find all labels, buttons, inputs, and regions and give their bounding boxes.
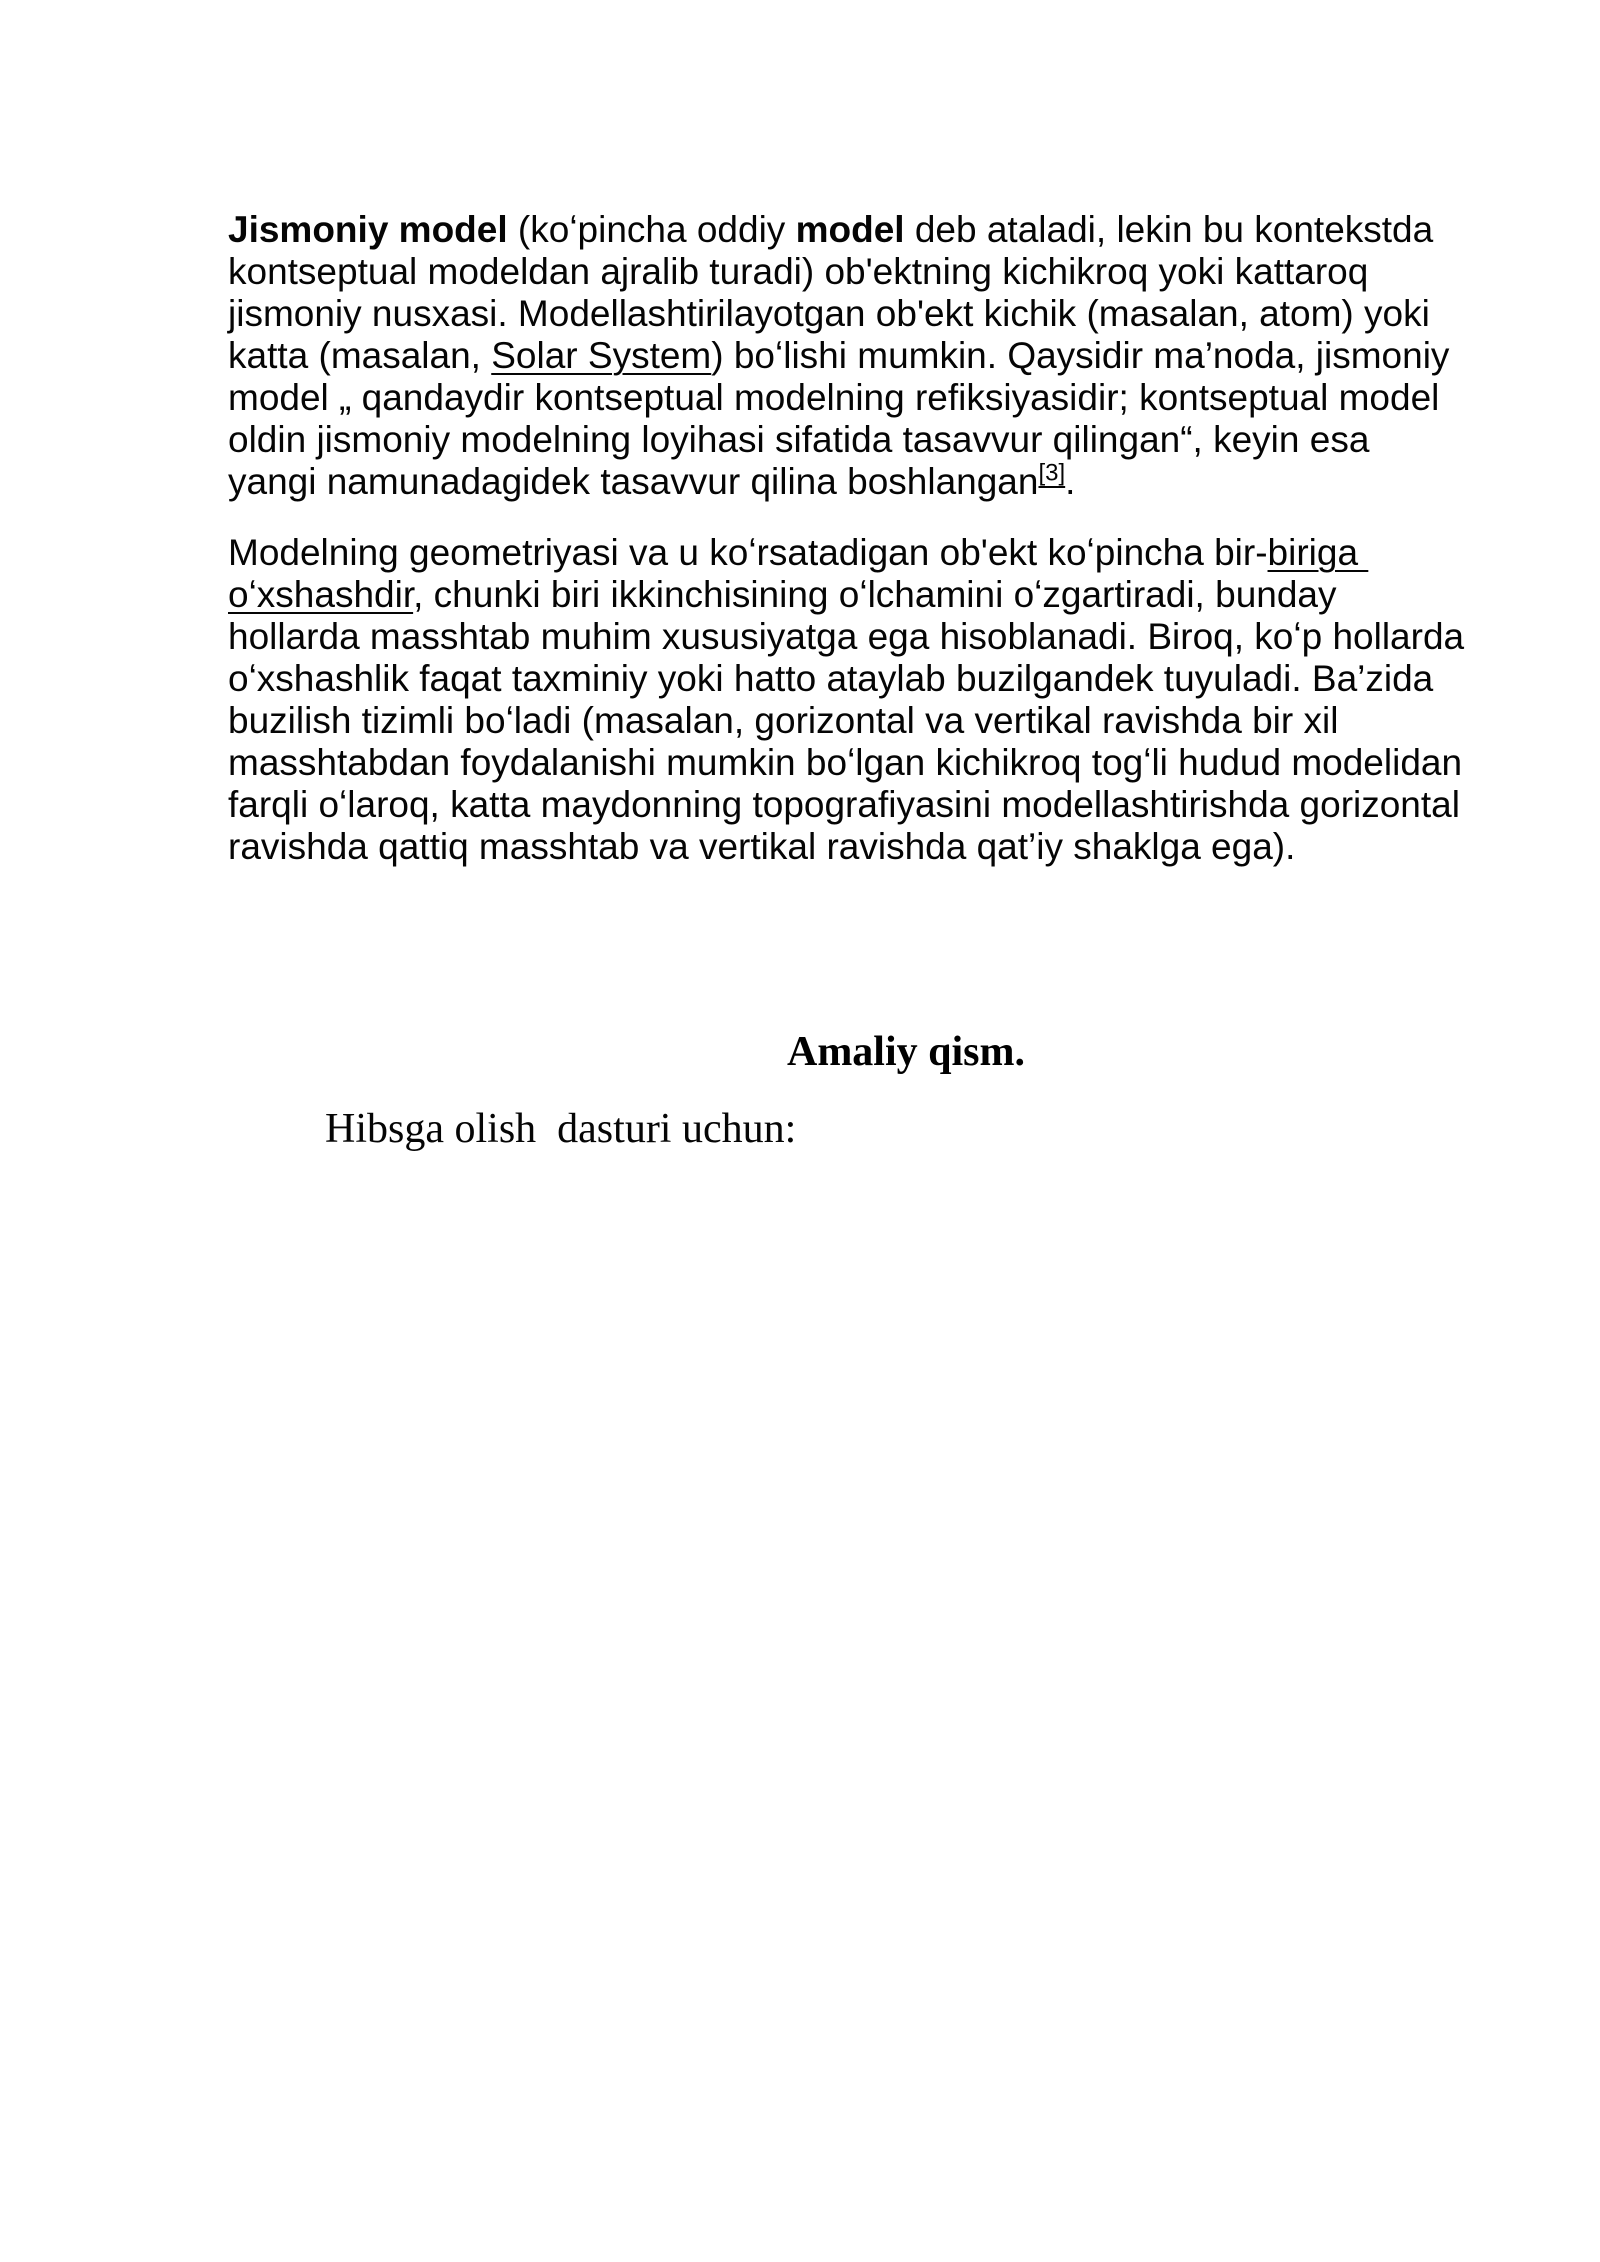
text-run: oʻxshashlik faqat taxminiy yoki hatto ataylab buzilgandek tuyuladi. Ba’zida [228, 658, 1434, 699]
text-line [228, 293, 1528, 335]
caption-line: Hibsga olish dasturi uchun: [325, 1106, 797, 1152]
text-line [228, 377, 1528, 419]
text-run: katta (masalan, [228, 335, 492, 376]
text-line [228, 532, 1528, 574]
link-oxshashdir[interactable]: oʻxshashdir [228, 574, 414, 615]
text-line [228, 251, 1528, 293]
text-run: ravishda qattiq masshtab va vertikal ravishda qat’iy shaklga ega). [228, 826, 1296, 867]
text-run: ) boʻlishi mumkin. Qaysidir ma’noda, jismoniy [711, 335, 1450, 376]
term-jismoniy-model: Jismoniy model [228, 209, 508, 250]
text-run: oldin jismoniy modelning loyihasi sifatida tasavvur qilingan“, keyin esa [228, 419, 1370, 460]
text-line [228, 335, 1528, 377]
text-line [228, 700, 1528, 742]
text-run: (koʻpincha oddiy [507, 209, 796, 250]
text-line [228, 616, 1528, 658]
text-line [228, 574, 1528, 616]
text-line [228, 658, 1528, 700]
text-run: farqli oʻlaroq, katta maydonning topografiyasini modellashtirishda gorizontal [228, 784, 1460, 825]
link-biriga[interactable]: biriga [1267, 532, 1369, 573]
text-line [228, 826, 1528, 868]
term-model: model [795, 209, 905, 250]
text-run: hollarda masshtab muhim xususiyatga ega hisoblanadi. Biroq, koʻp hollarda [228, 616, 1465, 657]
intro-paragraph [228, 209, 1528, 503]
text-run: model „ qandaydir kontseptual modelning refiksiyasidir; kontseptual model [228, 377, 1440, 418]
footnote-ref-3[interactable]: [3] [1038, 459, 1066, 487]
section-heading: Amaliy qism. [786, 1029, 1025, 1075]
text-line [228, 419, 1528, 461]
link-solar-system[interactable]: Solar System [491, 335, 712, 376]
text-run: , chunki biri ikkinchisining oʻlchamini oʻzgartiradi, bunday [413, 574, 1337, 615]
text-run: kontseptual modeldan ajralib turadi) ob'ektning kichikroq yoki kattaroq [228, 251, 1369, 292]
text-run: masshtabdan foydalanishi mumkin boʻlgan kichikroq togʻli hudud modelidan [228, 742, 1463, 783]
text-run: Modelning geometriyasi va u koʻrsatadigan ob'ekt koʻpincha bir- [228, 532, 1268, 573]
text-run: buzilish tizimli boʻladi (masalan, gorizontal va vertikal ravishda bir xil [228, 700, 1339, 741]
text-line [228, 209, 1528, 251]
similarity-paragraph [228, 532, 1528, 868]
text-run: yangi namunadagidek tasavvur qilina boshlangan [228, 461, 1039, 502]
text-run: jismoniy nusxasi. Modellashtirilayotgan ob'ekt kichik (masalan, atom) yoki [228, 293, 1430, 334]
text-line [228, 742, 1528, 784]
text-run: . [1065, 461, 1076, 502]
text-run: deb ataladi, lekin bu kontekstda [904, 209, 1434, 250]
text-line [228, 461, 1528, 503]
body-text [228, 209, 1528, 868]
text-line [228, 784, 1528, 826]
